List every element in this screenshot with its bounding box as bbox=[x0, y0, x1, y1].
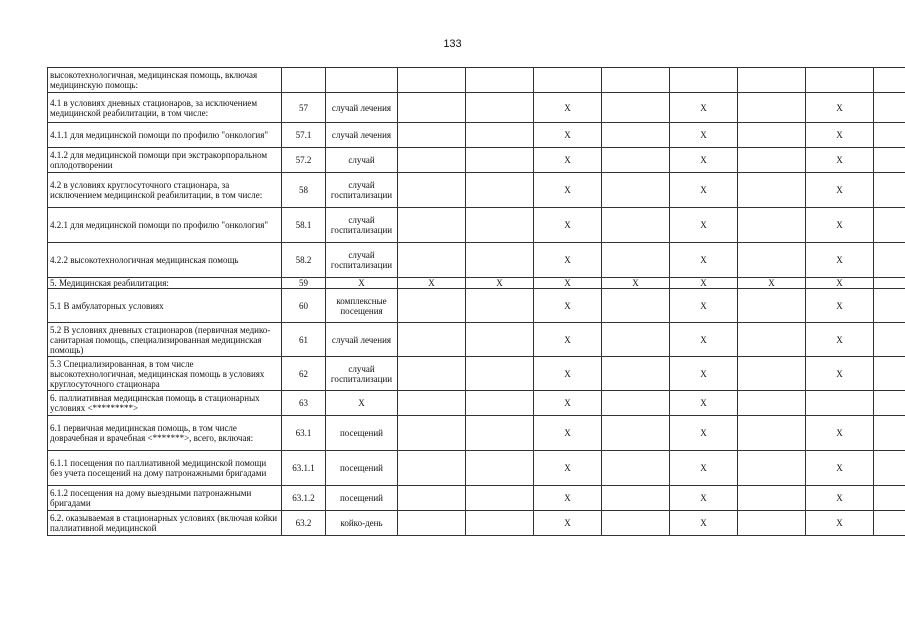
row-code: 63.1.2 bbox=[282, 486, 326, 511]
mark-cell bbox=[398, 243, 466, 278]
mark-cell: X bbox=[534, 357, 602, 391]
mark-cell bbox=[398, 93, 466, 123]
mark-cell: X bbox=[534, 416, 602, 451]
row-unit: случай лечения bbox=[326, 93, 398, 123]
mark-cell bbox=[398, 148, 466, 173]
mark-cell bbox=[738, 208, 806, 243]
row-code: 63.1 bbox=[282, 416, 326, 451]
row-label: 6.2. оказываемая в стационарных условиях (включая койки паллиативной медицинской bbox=[48, 511, 282, 536]
mark-cell bbox=[466, 391, 534, 416]
row-code: 63 bbox=[282, 391, 326, 416]
mark-cell bbox=[398, 416, 466, 451]
row-code: 57.2 bbox=[282, 148, 326, 173]
row-code: 59 bbox=[282, 278, 326, 289]
row-unit: случай лечения bbox=[326, 123, 398, 148]
mark-cell bbox=[874, 416, 905, 451]
mark-cell bbox=[398, 123, 466, 148]
row-label: 4.2.1 для медицинской помощи по профилю "онкология" bbox=[48, 208, 282, 243]
table-row bbox=[48, 289, 905, 323]
mark-cell bbox=[466, 68, 534, 93]
row-unit: случай bbox=[326, 148, 398, 173]
mark-cell: X bbox=[534, 511, 602, 536]
table-row bbox=[48, 243, 905, 278]
mark-cell: X bbox=[806, 208, 874, 243]
row-label: 4.2.2 высокотехнологичная медицинская помощь bbox=[48, 243, 282, 278]
mark-cell: X bbox=[806, 93, 874, 123]
mark-cell: X bbox=[670, 173, 738, 208]
mark-cell bbox=[738, 357, 806, 391]
row-label: 6. паллиативная медицинская помощь в стационарных условиях <*********> bbox=[48, 391, 282, 416]
table-row bbox=[48, 323, 905, 357]
row-unit: случай госпитализации bbox=[326, 173, 398, 208]
row-label: высокотехнологичная, медицинская помощь, включая медицинскую помощь: bbox=[48, 68, 282, 93]
mark-cell bbox=[602, 68, 670, 93]
mark-cell bbox=[874, 323, 905, 357]
row-code: 57.1 bbox=[282, 123, 326, 148]
mark-cell bbox=[466, 123, 534, 148]
row-unit: комплексные посещения bbox=[326, 289, 398, 323]
table-row bbox=[48, 123, 905, 148]
mark-cell: X bbox=[602, 278, 670, 289]
row-label: 4.1.2 для медицинской помощи при экстракорпоральном оплодотворении bbox=[48, 148, 282, 173]
mark-cell bbox=[806, 391, 874, 416]
mark-cell bbox=[534, 68, 602, 93]
row-unit: X bbox=[326, 278, 398, 289]
mark-cell: X bbox=[670, 416, 738, 451]
mark-cell bbox=[398, 511, 466, 536]
table-row bbox=[48, 68, 905, 93]
mark-cell bbox=[738, 68, 806, 93]
mark-cell bbox=[398, 289, 466, 323]
mark-cell bbox=[874, 451, 905, 486]
mark-cell bbox=[466, 148, 534, 173]
mark-cell: X bbox=[534, 123, 602, 148]
row-label: 5.2 В условиях дневных стационаров (первичная медико-санитарная помощь, специализированная медицинская помощь) bbox=[48, 323, 282, 357]
mark-cell bbox=[466, 511, 534, 536]
mark-cell: X bbox=[670, 289, 738, 323]
row-label: 4.2 в условиях круглосуточного стационара, за исключением медицинской реабилитации, в том числе: bbox=[48, 173, 282, 208]
mark-cell bbox=[398, 68, 466, 93]
row-label: 5.1 В амбулаторных условиях bbox=[48, 289, 282, 323]
mark-cell bbox=[398, 323, 466, 357]
mark-cell: X bbox=[670, 243, 738, 278]
mark-cell bbox=[602, 93, 670, 123]
mark-cell bbox=[874, 148, 905, 173]
mark-cell bbox=[398, 451, 466, 486]
mark-cell: X bbox=[534, 278, 602, 289]
mark-cell: X bbox=[534, 391, 602, 416]
mark-cell bbox=[874, 511, 905, 536]
row-unit: посещений bbox=[326, 451, 398, 486]
mark-cell: X bbox=[466, 278, 534, 289]
mark-cell: X bbox=[534, 173, 602, 208]
mark-cell: X bbox=[670, 451, 738, 486]
row-label: 4.1.1 для медицинской помощи по профилю "онкология" bbox=[48, 123, 282, 148]
row-unit: X bbox=[326, 391, 398, 416]
mark-cell: X bbox=[806, 123, 874, 148]
page-number: 133 bbox=[443, 38, 462, 50]
mark-cell: X bbox=[534, 451, 602, 486]
mark-cell bbox=[874, 391, 905, 416]
row-label: 6.1.2 посещения на дому выездными патронажными бригадами bbox=[48, 486, 282, 511]
table-row bbox=[48, 93, 905, 123]
mark-cell bbox=[738, 511, 806, 536]
row-code: 58.2 bbox=[282, 243, 326, 278]
mark-cell: X bbox=[534, 148, 602, 173]
mark-cell bbox=[738, 289, 806, 323]
table-row bbox=[48, 451, 905, 486]
row-code: 57 bbox=[282, 93, 326, 123]
medical-care-table bbox=[47, 67, 905, 536]
row-code bbox=[282, 68, 326, 93]
mark-cell: X bbox=[806, 148, 874, 173]
mark-cell: X bbox=[806, 289, 874, 323]
mark-cell bbox=[466, 243, 534, 278]
mark-cell bbox=[874, 123, 905, 148]
table-row bbox=[48, 148, 905, 173]
mark-cell: X bbox=[738, 278, 806, 289]
mark-cell: X bbox=[806, 357, 874, 391]
mark-cell bbox=[466, 208, 534, 243]
mark-cell bbox=[398, 486, 466, 511]
mark-cell bbox=[874, 243, 905, 278]
table-row bbox=[48, 486, 905, 511]
mark-cell bbox=[466, 323, 534, 357]
mark-cell bbox=[602, 243, 670, 278]
mark-cell bbox=[602, 323, 670, 357]
row-unit bbox=[326, 68, 398, 93]
row-label: 6.1 первичная медицинская помощь, в том числе доврачебная и врачебная <*******>, всего, включая: bbox=[48, 416, 282, 451]
mark-cell: X bbox=[806, 243, 874, 278]
row-code: 61 bbox=[282, 323, 326, 357]
table-row bbox=[48, 416, 905, 451]
row-label: 6.1.1 посещения по паллиативной медицинской помощи без учета посещений на дому патронажными бригадами bbox=[48, 451, 282, 486]
table-row bbox=[48, 357, 905, 391]
mark-cell bbox=[602, 391, 670, 416]
mark-cell: X bbox=[670, 511, 738, 536]
mark-cell: X bbox=[806, 323, 874, 357]
mark-cell: X bbox=[534, 323, 602, 357]
mark-cell bbox=[738, 243, 806, 278]
mark-cell: X bbox=[534, 243, 602, 278]
mark-cell: X bbox=[670, 486, 738, 511]
mark-cell bbox=[738, 391, 806, 416]
mark-cell bbox=[874, 278, 905, 289]
mark-cell bbox=[738, 148, 806, 173]
mark-cell bbox=[874, 93, 905, 123]
mark-cell bbox=[738, 323, 806, 357]
mark-cell: X bbox=[670, 391, 738, 416]
mark-cell bbox=[874, 486, 905, 511]
mark-cell: X bbox=[806, 486, 874, 511]
mark-cell bbox=[806, 68, 874, 93]
mark-cell: X bbox=[534, 208, 602, 243]
mark-cell: X bbox=[398, 278, 466, 289]
table-row bbox=[48, 173, 905, 208]
row-code: 58.1 bbox=[282, 208, 326, 243]
mark-cell: X bbox=[670, 323, 738, 357]
mark-cell: X bbox=[806, 451, 874, 486]
mark-cell bbox=[398, 208, 466, 243]
row-code: 62 bbox=[282, 357, 326, 391]
mark-cell: X bbox=[806, 416, 874, 451]
mark-cell bbox=[602, 148, 670, 173]
mark-cell: X bbox=[806, 278, 874, 289]
mark-cell: X bbox=[670, 123, 738, 148]
mark-cell bbox=[602, 416, 670, 451]
row-code: 60 bbox=[282, 289, 326, 323]
mark-cell bbox=[466, 93, 534, 123]
row-unit: койко-день bbox=[326, 511, 398, 536]
mark-cell bbox=[874, 208, 905, 243]
row-label: 5.3 Специализированная, в том числе высокотехнологичная, медицинская помощь в условиях круглосуточного стационара bbox=[48, 357, 282, 391]
mark-cell bbox=[874, 289, 905, 323]
mark-cell bbox=[602, 289, 670, 323]
row-unit: посещений bbox=[326, 416, 398, 451]
mark-cell bbox=[466, 486, 534, 511]
mark-cell bbox=[602, 123, 670, 148]
mark-cell bbox=[602, 486, 670, 511]
table-row bbox=[48, 208, 905, 243]
row-label: 4.1 в условиях дневных стационаров, за исключением медицинской реабилитации, в том числе: bbox=[48, 93, 282, 123]
mark-cell: X bbox=[670, 357, 738, 391]
row-code: 58 bbox=[282, 173, 326, 208]
mark-cell bbox=[874, 173, 905, 208]
mark-cell: X bbox=[534, 93, 602, 123]
mark-cell bbox=[874, 357, 905, 391]
mark-cell bbox=[602, 173, 670, 208]
row-unit: случай госпитализации bbox=[326, 208, 398, 243]
mark-cell: X bbox=[670, 93, 738, 123]
mark-cell: X bbox=[806, 511, 874, 536]
table-row bbox=[48, 391, 905, 416]
mark-cell bbox=[398, 357, 466, 391]
mark-cell bbox=[466, 451, 534, 486]
mark-cell bbox=[738, 451, 806, 486]
row-code: 63.1.1 bbox=[282, 451, 326, 486]
mark-cell bbox=[602, 357, 670, 391]
mark-cell bbox=[670, 68, 738, 93]
mark-cell bbox=[738, 486, 806, 511]
table-row bbox=[48, 278, 905, 289]
mark-cell bbox=[466, 289, 534, 323]
mark-cell: X bbox=[806, 173, 874, 208]
row-unit: посещений bbox=[326, 486, 398, 511]
mark-cell: X bbox=[534, 289, 602, 323]
mark-cell bbox=[602, 208, 670, 243]
mark-cell: X bbox=[670, 148, 738, 173]
mark-cell bbox=[602, 451, 670, 486]
mark-cell: X bbox=[670, 208, 738, 243]
mark-cell bbox=[398, 173, 466, 208]
row-unit: случай лечения bbox=[326, 323, 398, 357]
row-code: 63.2 bbox=[282, 511, 326, 536]
mark-cell bbox=[738, 416, 806, 451]
table-row bbox=[48, 511, 905, 536]
mark-cell bbox=[738, 123, 806, 148]
row-unit: случай госпитализации bbox=[326, 357, 398, 391]
mark-cell: X bbox=[534, 486, 602, 511]
row-unit: случай госпитализации bbox=[326, 243, 398, 278]
mark-cell bbox=[466, 416, 534, 451]
mark-cell bbox=[398, 391, 466, 416]
mark-cell bbox=[874, 68, 905, 93]
row-label: 5. Медицинская реабилитация: bbox=[48, 278, 282, 289]
mark-cell bbox=[738, 173, 806, 208]
mark-cell bbox=[602, 511, 670, 536]
mark-cell bbox=[466, 173, 534, 208]
mark-cell: X bbox=[670, 278, 738, 289]
mark-cell bbox=[738, 93, 806, 123]
mark-cell bbox=[466, 357, 534, 391]
